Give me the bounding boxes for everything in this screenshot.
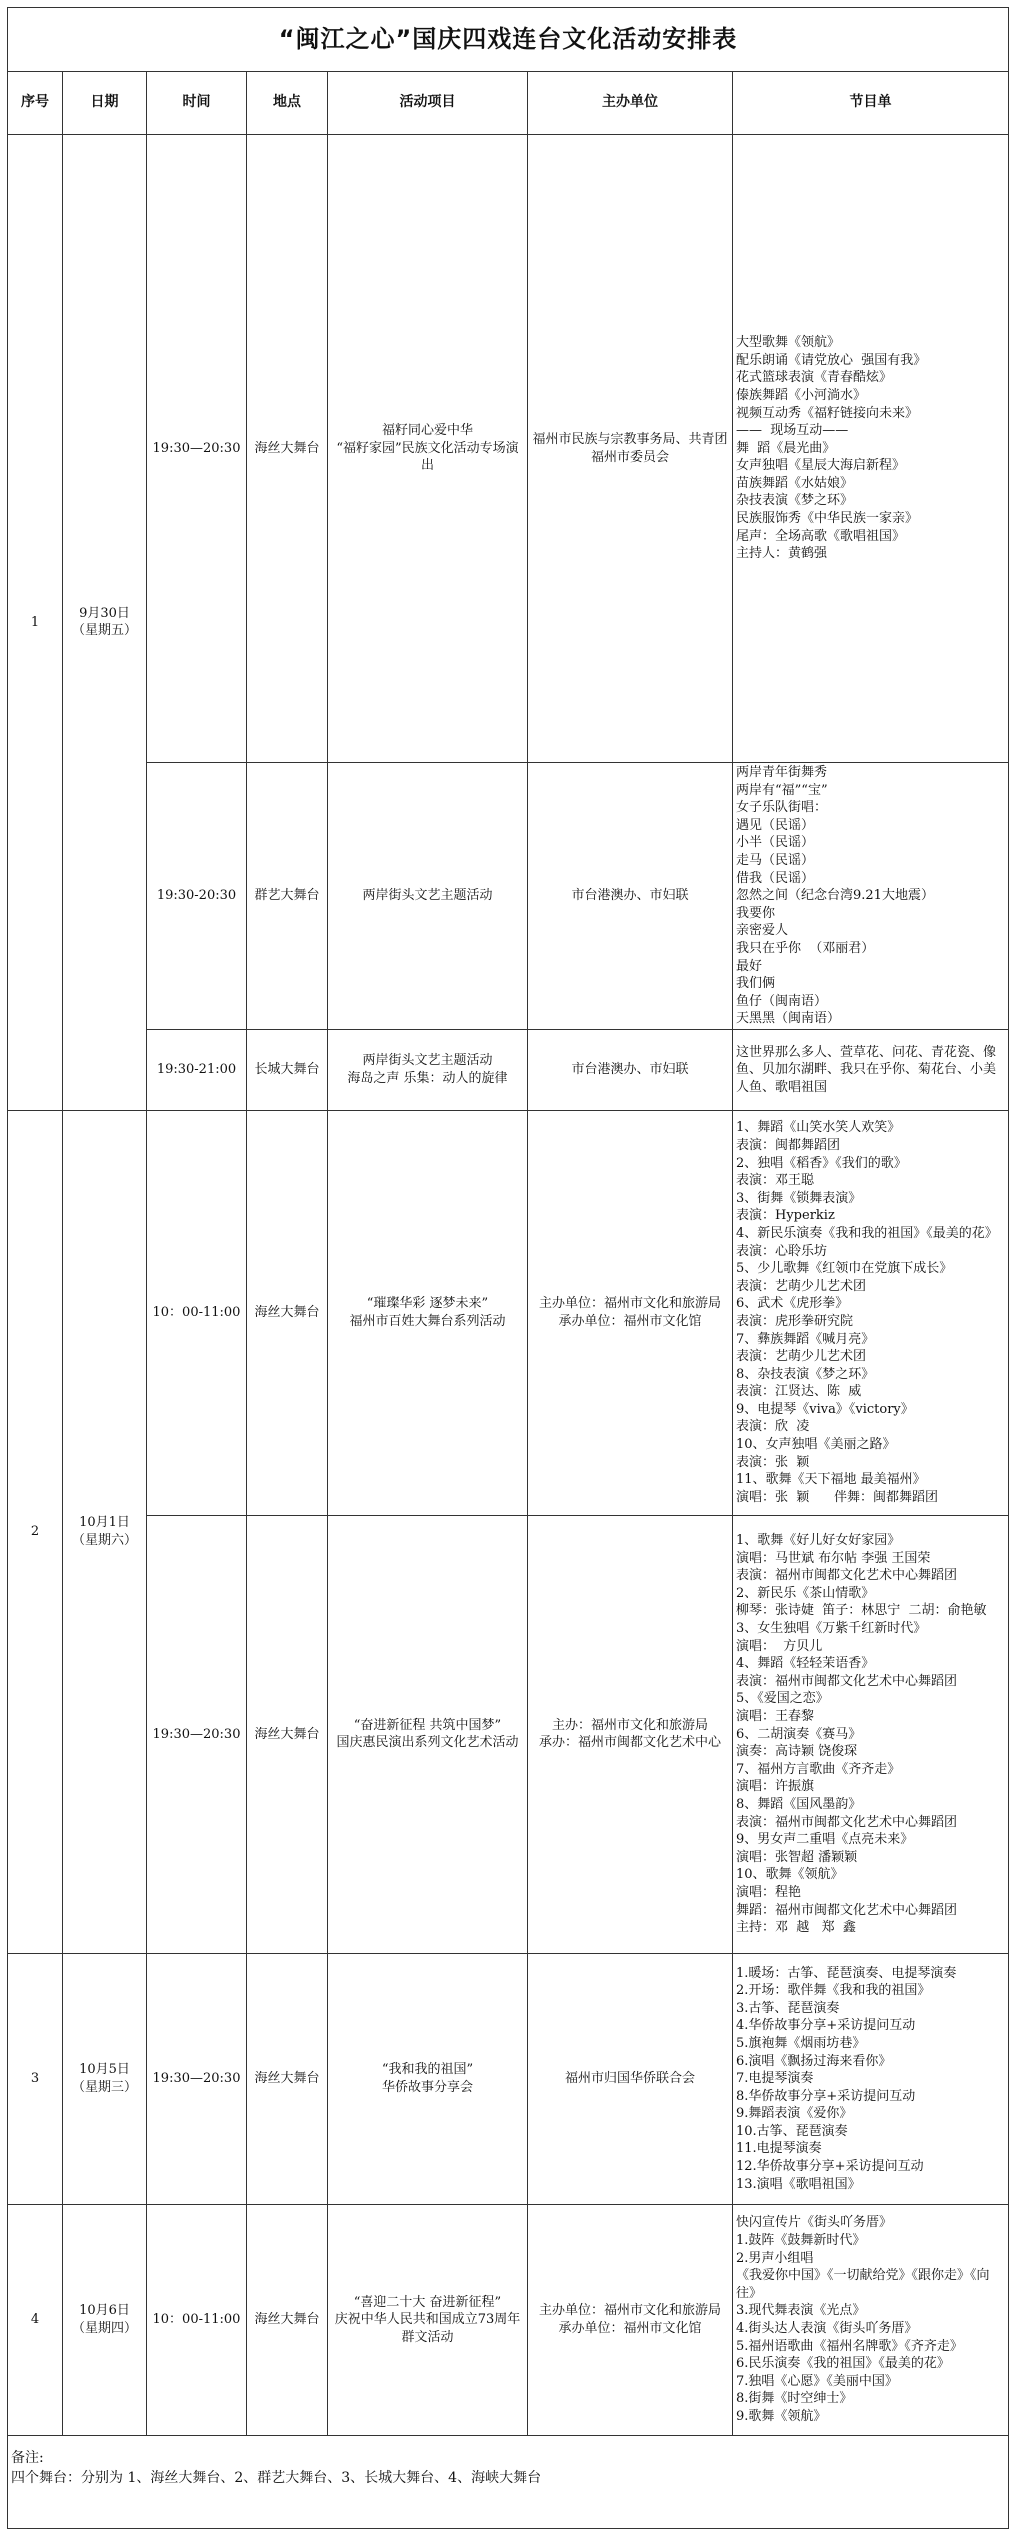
row-organizer: 市台港澳办、市妇联 (528, 763, 733, 1030)
program-item: 演唱：程艳 (736, 1884, 802, 1900)
row-project: “我和我的祖国” 华侨故事分享会 (328, 1953, 528, 2204)
header-project: 活动项目 (328, 72, 528, 135)
row-project: 两岸街头文艺主题活动 海岛之声 乐集：动人的旋律 (328, 1029, 528, 1110)
row-project: “奋进新征程 共筑中国梦” 国庆惠民演出系列文化艺术活动 (328, 1515, 528, 1953)
program-item: 10、歌舞《领航》 (736, 1867, 844, 1883)
program-item: 9.歌舞《领航》 (736, 2408, 827, 2424)
program-item: 表演：张 颖 (736, 1454, 810, 1470)
row-number (8, 1953, 63, 2204)
table-row (8, 763, 1009, 1030)
row-date-text: 9月30日 （星期五） (71, 605, 137, 639)
program-item: 这世界那么多人、萱草花、问花、青花瓷、像鱼、贝加尔湖畔、我只在乎你、菊花台、小美人鱼、歌唱祖国 (736, 1044, 997, 1095)
row-time: 19:30—20:30 (147, 1953, 247, 2204)
note-label: 备注: (11, 2449, 44, 2466)
row-programs (733, 1110, 1009, 1515)
program-item: 主持：邓 越 郑 鑫 (736, 1920, 856, 1936)
table-row (8, 1953, 1009, 2204)
program-item: 走马（民谣） (736, 852, 815, 868)
program-item: 我们俩 (736, 976, 776, 992)
row-time: 10：00-11:00 (147, 2204, 247, 2435)
program-item: 表演：Hyperkiz (736, 1208, 835, 1224)
row-number (8, 135, 63, 1111)
row-number-text: 4 (30, 2312, 40, 2328)
schedule-table (7, 7, 1009, 2529)
row-venue: 海丝大舞台 (247, 1953, 328, 2204)
row-organizer: 市台港澳办、市妇联 (528, 1029, 733, 1110)
program-item: 表演：虎形拳研究院 (736, 1313, 854, 1329)
row-organizer: 主办单位：福州市文化和旅游局 承办单位：福州市文化馆 (528, 1110, 733, 1515)
program-item: 傣族舞蹈《小河淌水》 (736, 387, 867, 403)
program-item: 小半（民谣） (736, 835, 815, 851)
row-venue: 长城大舞台 (247, 1029, 328, 1110)
program-item: 1.暖场：古筝、琵琶演奏、电提琴演奏 (736, 1965, 957, 1981)
row-organizer: 福州市民族与宗教事务局、共青团福州市委员会 (528, 135, 733, 763)
row-venue: 海丝大舞台 (247, 2204, 328, 2435)
program-item: 民族服饰秀《中华民族一家亲》 (736, 511, 919, 527)
program-item: 9.舞蹈表演《爱你》 (736, 2106, 853, 2122)
program-item: 2.男声小组唱 (736, 2250, 814, 2266)
row-project: 两岸街头文艺主题活动 (328, 763, 528, 1030)
program-item: 两岸青年街舞秀 (736, 765, 828, 780)
program-item: —— 现场互动—— (736, 423, 849, 439)
row-number-text: 3 (30, 2071, 40, 2087)
program-item: 主持人：黄鹤强 (736, 546, 828, 562)
row-venue: 海丝大舞台 (247, 1110, 328, 1515)
program-item: 表演：欣 凌 (736, 1419, 810, 1435)
row-organizer: 福州市归国华侨联合会 (528, 1953, 733, 2204)
row-number-text: 1 (30, 614, 40, 630)
row-programs (733, 1029, 1009, 1110)
row-date (63, 1110, 147, 1953)
program-item: 3、女生独唱《万紫千红新时代》 (736, 1621, 927, 1637)
row-venue: 海丝大舞台 (247, 1515, 328, 1953)
program-item: 13.演唱《歌唱祖国》 (736, 2176, 861, 2192)
row-programs (733, 135, 1009, 763)
row-date-text: 10月1日 （星期六） (71, 1515, 137, 1548)
program-item: 忽然之间（纪念台湾9.21大地震） (736, 888, 934, 904)
program-item: 表演：艺萌少儿艺术团 (736, 1349, 867, 1365)
program-item: 6.民乐演奏《我的祖国》《最美的花》 (736, 2356, 950, 2372)
program-item: 我要你 (736, 905, 776, 921)
program-item: 8、杂技表演《梦之环》 (736, 1366, 875, 1382)
program-item: 表演：福州市闽都文化艺术中心舞蹈团 (736, 1568, 958, 1584)
header-row (8, 72, 1009, 135)
row-date-text: 10月6日 （星期四） (71, 2303, 137, 2336)
row-date (63, 135, 147, 1111)
header-organizer: 主办单位 (528, 72, 733, 135)
program-item: 3、街舞《锁舞表演》 (736, 1190, 862, 1206)
program-item: 7.电提琴演奏 (736, 2071, 814, 2087)
program-item: 5.旗袍舞《烟雨坊巷》 (736, 2035, 866, 2051)
table-row (8, 2204, 1009, 2435)
program-item: 4.街头达人表演《街头吖务厝》 (736, 2320, 918, 2336)
program-item: 花式篮球表演《青春酷炫》 (736, 370, 893, 386)
program-item: 苗族舞蹈《水姑娘》 (736, 475, 854, 491)
program-item: 两岸有“福”“宝” (736, 782, 828, 798)
program-item: 10.古筝、琵琶演奏 (736, 2123, 848, 2139)
program-item: 6.演唱《飘扬过海来看你》 (736, 2053, 892, 2069)
program-item: 8.华侨故事分享+采访提问互动 (736, 2088, 916, 2104)
program-item: 演唱：张 颖 伴舞：闽都舞蹈团 (736, 1489, 939, 1505)
row-project: “璀璨华彩 逐梦未来” 福州市百姓大舞台系列活动 (328, 1110, 528, 1515)
program-item: 女声独唱《星辰大海启新程》 (736, 458, 906, 474)
program-item: 7.独唱《心愿》《美丽中国》 (736, 2373, 898, 2389)
row-venue: 海丝大舞台 (247, 135, 328, 763)
program-item: 柳琴：张诗婕 笛子：林思宁 二胡：俞艳敏 (736, 1603, 987, 1619)
table-row (8, 1029, 1009, 1110)
program-item: 鱼仔（闽南语） (736, 993, 828, 1009)
row-number (8, 1110, 63, 1953)
program-item: 表演：福州市闽都文化艺术中心舞蹈团 (736, 1673, 958, 1689)
program-item: 2.开场：歌伴舞《我和我的祖国》 (736, 1983, 931, 1999)
program-item: 3.现代舞表演《光点》 (736, 2303, 866, 2319)
row-time: 19:30—20:30 (147, 1515, 247, 1953)
program-item: 1.鼓阵《鼓舞新时代》 (736, 2232, 866, 2248)
program-item: 演唱：张智超 潘颖颖 (736, 1849, 858, 1865)
program-item: 演唱：许振旗 (736, 1779, 815, 1795)
row-date (63, 1953, 147, 2204)
program-item: 演奏：高诗颖 饶俊琛 (736, 1744, 858, 1760)
program-item: 《我爱你中国》《一切献给党》《跟你走》《向往》 (736, 2268, 990, 2301)
program-item: 9、电提琴《viva》《victory》 (736, 1401, 914, 1417)
row-venue: 群艺大舞台 (247, 763, 328, 1030)
program-item: 2、新民乐《茶山情歌》 (736, 1585, 875, 1601)
program-item: 舞 蹈《晨光曲》 (736, 440, 836, 456)
program-item: 舞蹈：福州市闽都文化艺术中心舞蹈团 (736, 1902, 958, 1918)
page-title: “闽江之心”国庆四戏连台文化活动安排表 (8, 8, 1009, 72)
schedule-sheet (7, 7, 1008, 2529)
program-item: 4、新民乐演奏《我和我的祖国》《最美的花》 (736, 1225, 998, 1241)
program-item: 3.古筝、琵琶演奏 (736, 2000, 840, 2016)
row-number (8, 2204, 63, 2435)
note-row (8, 2435, 1009, 2528)
program-item: 10、女声独唱《美丽之路》 (736, 1437, 896, 1453)
program-item: 遇见（民谣） (736, 817, 815, 833)
row-number-text: 2 (30, 1524, 40, 1540)
program-item: 天黑黑（闽南语） (736, 1011, 841, 1027)
header-date: 日期 (63, 72, 147, 135)
program-item: 9、男女声二重唱《点亮未来》 (736, 1832, 914, 1848)
program-item: 8.街舞《时空绅士》 (736, 2391, 853, 2407)
row-programs (733, 763, 1009, 1030)
program-item: 11、歌舞《天下福地 最美福州》 (736, 1472, 926, 1488)
program-item: 最好 (736, 958, 763, 974)
program-item: 演唱：马世斌 布尔帖 李强 王国荣 (736, 1550, 931, 1566)
row-date-text: 10月5日 （星期三） (71, 2062, 137, 2095)
program-item: 视频互动秀《福籽链接向未来》 (736, 405, 919, 421)
program-item: 亲密爱人 (736, 923, 789, 939)
program-item: 6、二胡演奏《赛马》 (736, 1726, 862, 1742)
table-row (8, 1110, 1009, 1515)
row-project: “喜迎二十大 奋进新征程” 庆祝中华人民共和国成立73周年群文活动 (328, 2204, 528, 2435)
program-item: 借我（民谣） (736, 870, 815, 886)
program-item: 表演：艺萌少儿艺术团 (736, 1278, 867, 1294)
note-cell (8, 2435, 1009, 2528)
program-item: 7、福州方言歌曲《齐齐走》 (736, 1761, 901, 1777)
program-item: 表演：心聆乐坊 (736, 1243, 828, 1259)
row-programs (733, 1515, 1009, 1953)
program-item: 配乐朗诵《请党放心 强国有我》 (736, 352, 927, 368)
program-item: 表演：闽都舞蹈团 (736, 1137, 841, 1153)
row-time: 19:30—20:30 (147, 135, 247, 763)
program-item: 2、独唱《稻香》《我们的歌》 (736, 1155, 907, 1171)
program-item: 4.华侨故事分享+采访提问互动 (736, 2018, 916, 2034)
program-item: 8、舞蹈《国风墨韵》 (736, 1796, 862, 1812)
program-item: 女子乐队街唱： (736, 800, 828, 816)
title-row (8, 8, 1009, 72)
row-programs (733, 1953, 1009, 2204)
row-date (63, 2204, 147, 2435)
program-item: 11.电提琴演奏 (736, 2141, 822, 2157)
header-no: 序号 (8, 72, 63, 135)
table-row (8, 1515, 1009, 1953)
program-item: 5.福州语歌曲《福州名牌歌》《齐齐走》 (736, 2338, 963, 2354)
program-item: 表演：邓王聪 (736, 1173, 815, 1189)
program-item: 杂技表演《梦之环》 (736, 493, 854, 509)
row-time: 19:30-20:30 (147, 763, 247, 1030)
program-item: 表演：江贤达、陈 威 (736, 1384, 862, 1400)
header-time: 时间 (147, 72, 247, 135)
program-item: 表演：福州市闽都文化艺术中心舞蹈团 (736, 1814, 958, 1830)
header-programs: 节目单 (733, 72, 1009, 135)
row-programs (733, 2204, 1009, 2435)
table-row (8, 135, 1009, 763)
program-item: 6、武术《虎形拳》 (736, 1296, 849, 1312)
row-organizer: 主办单位：福州市文化和旅游局 承办单位：福州市文化馆 (528, 2204, 733, 2435)
note-text: 四个舞台：分别为 1、海丝大舞台、2、群艺大舞台、3、长城大舞台、4、海峡大舞台 (11, 2469, 542, 2486)
row-time: 10：00-11:00 (147, 1110, 247, 1515)
program-item: 4、舞蹈《轻轻茉语香》 (736, 1656, 875, 1672)
header-venue: 地点 (247, 72, 328, 135)
program-item: 7、彝族舞蹈《喊月亮》 (736, 1331, 875, 1347)
row-time: 19:30-21:00 (147, 1029, 247, 1110)
program-item: 12.华侨故事分享+采访提问互动 (736, 2159, 924, 2175)
program-item: 快闪宣传片《街头吖务厝》 (736, 2215, 893, 2231)
program-item: 我只在乎你 （邓丽君） (736, 940, 875, 956)
program-item: 尾声：全场高歌《歌唱祖国》 (736, 528, 906, 544)
program-item: 演唱：王春黎 (736, 1709, 815, 1725)
row-organizer: 主办：福州市文化和旅游局 承办：福州市闽都文化艺术中心 (528, 1515, 733, 1953)
program-item: 5、少儿歌舞《红领巾在党旗下成长》 (736, 1261, 953, 1277)
program-item: 大型歌舞《领航》 (736, 335, 841, 351)
program-item: 5、《爱国之恋》 (736, 1691, 829, 1707)
program-item: 1、歌舞《好儿好女好家园》 (736, 1533, 901, 1549)
program-item: 演唱： 方贝儿 (736, 1638, 823, 1654)
program-item: 1、舞蹈《山笑水笑人欢笑》 (736, 1120, 901, 1136)
row-project: 福籽同心爱中华 “福籽家园”民族文化活动专场演出 (328, 135, 528, 763)
